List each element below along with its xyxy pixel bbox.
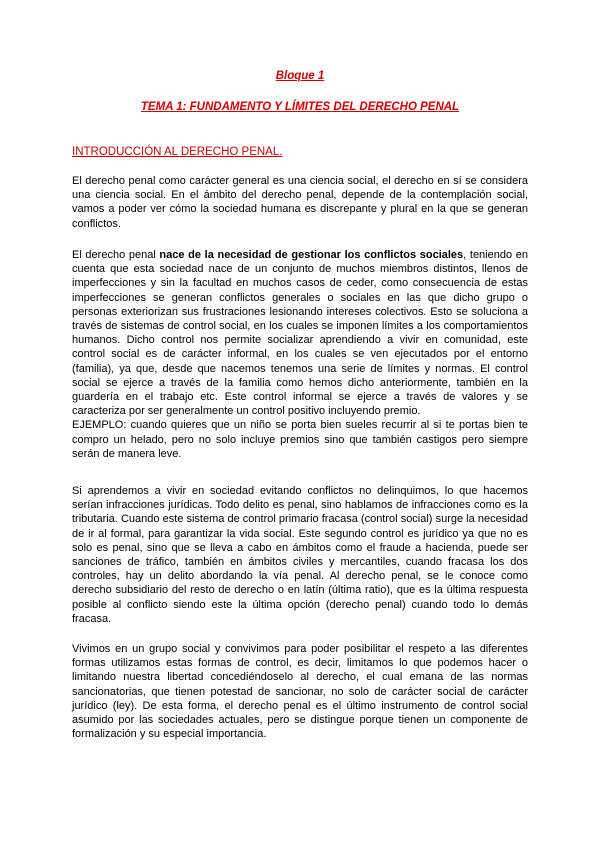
paragraph-4: Vivimos en un grupo social y convivimos para poder posibilitar el respeto a las diferentes formas utilizamos estas formas de control, es decir, limitamos lo que podemos hacer o limitando nuestra libertad concediéndoselo al derecho, el cual emana de las normas sancionatorias, que tienen potestad de sancionar, no solo de carácter social de carácter jurídico (ley). De esta forma, el derecho penal es el último instrumento de control social asumido por las sociedades actuales, pero se distingue porque tienen un componente de formalización y su especial importancia.: [72, 643, 528, 741]
paragraph-2: [72, 248, 528, 461]
paragraph-2-body: , teniendo en cuenta que esta sociedad nace de un conjunto de muchos miembros distintos, llenos de imperfecciones y sin la facultad en muchos casos de ceder, como consecuencia de estas imperfecciones se generan conflictos generales o sociales en las que dicho grupo o personas exteriorizan sus frustraciones lesionando intereses colectivos. Esto se soluciona a través de sistemas de control social, en los cuales se imponen límites a los comportamientos humanos. Dicho control nos permite socializar aprendiendo a vivir en comunidad, este control social es de carácter informal, en los cuales se ven ejecutados por el entorno (familia), ya que, desde que nacemos tenemos una serie de límites y normas. El control social se ejerce a través de la familia como hemos dicho anteriormente, también en la guardería en el trabajo etc. Este control informal se ejerce a través de valores y se caracteriza por ser generalmente un control positivo incluyendo premio.: [72, 249, 528, 418]
block-title: Bloque 1: [275, 70, 325, 82]
paragraph-2-example: EJEMPLO: cuando quieres que un niño se porta bien sueles recurrir al si te portas bien te compro un helado, pero no solo incluye premios sino que también castigos pero siempre serán de manera leve.: [72, 419, 528, 460]
paragraph-1: El derecho penal como carácter general es una ciencia social, el derecho en sí se considera una ciencia social. En el ámbito del derecho penal, depende de la contemplación social, vamos a poder ver cómo la sociedad humana es discrepante y plural en la que se generan conflictos.: [72, 175, 528, 230]
paragraph-3: Si aprendemos a vivir en sociedad evitando conflictos no delinquimos, lo que hacemos serían infracciones jurídicas. Todo delito es penal, sino hablamos de infracciones como es la tributaria. Cuando este sistema de control primario fracasa (control social) surge la necesidad de ir al formal, para garantizar la vida social. Este segundo control es jurídico ya que no es solo es penal, sino que se lleva a cabo en ámbitos como el fraude a hacienda, puede ser sanciones de tráfico, también en ámbitos civiles y mercantiles, cuando fracasa los dos controles, hay un delito abordando la vía penal. Al derecho penal, se le conoce como derecho subsidiario del resto de derecho o en latín (última ratio), que es la última respuesta posible al conflicto siendo este la última opción (derecho penal) cuando todo lo demás fracasa.: [72, 485, 528, 625]
topic-title: TEMA 1: FUNDAMENTO Y LÍMITES DEL DERECHO PENAL: [140, 101, 460, 113]
paragraph-2-emphasis: nace de la necesidad de gestionar los conflictos sociales: [159, 249, 464, 261]
section-heading: INTRODUCCIÓN AL DERECHO PENAL.: [72, 146, 283, 158]
paragraph-2-intro: El derecho penal: [72, 249, 160, 261]
